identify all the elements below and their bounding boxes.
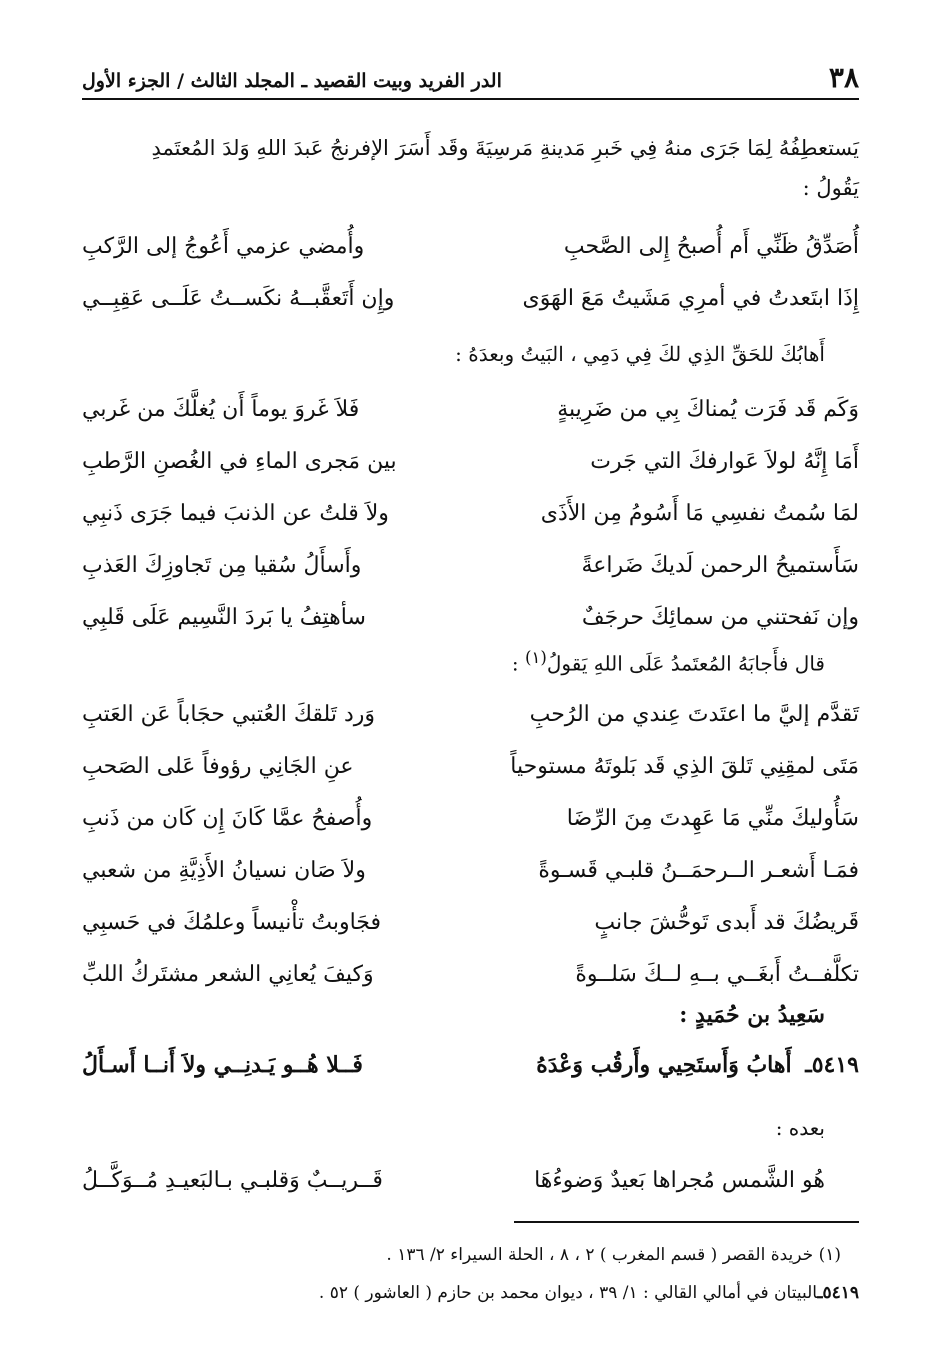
verse: [82, 220, 859, 272]
verse: [82, 383, 859, 435]
verse-second-hemistich: وَكيفَ يُعانِي الشعر مشتَركُ اللبِّ: [82, 961, 374, 987]
verse-first-hemistich: تكلَّفــتُ أَبغَــي بــهِ لــكَ سَلــوةً: [575, 961, 859, 987]
verse-second-hemistich: وأُمضي عزمي أَعُوجُ إلى الرَّكبِ: [82, 233, 365, 259]
verse-first-hemistich: هُو الشَّمس مُجراها بَعيدٌ وَضوءُهَا: [534, 1167, 825, 1193]
verse-first-hemistich: أُصَدِّقُ ظَنِّي أَم أُصبحُ إِلى الصَّحبِ: [563, 233, 859, 259]
poem-4: [82, 1154, 859, 1206]
verse-first-hemistich: وَكَم قَد فَرَت يُمناكَ بِي من ضَرِيبةٍ: [557, 396, 859, 422]
bridge-line: أَهابُكَ للحَقِّ الذِي لكَ فِي دَمِي ، البَيتُ وبعدَهُ :: [455, 342, 825, 366]
poem-1: [82, 220, 859, 324]
page-number: ٣٨: [828, 61, 859, 94]
poet-name: سَعِيدُ بن حُمَيدٍ :: [679, 1002, 825, 1028]
verse-second-hemistich: فجَاوبتُ تأْنيساً وعلمُكَ في حَسبِي: [82, 909, 382, 935]
footnote-marker: (١): [524, 648, 547, 667]
verse-second-hemistich: وَرد تَلقكَ العُتبي حجَاباً عَن العَتبِ: [82, 701, 376, 727]
entry-first-hemistich: [514, 1052, 859, 1078]
entry-verse: [82, 1052, 859, 1078]
footnote-1: (١) خريدة القصر ( قسم المغرب ) ٢ ، ٨ ، الحلة السيراء ٢/ ١٣٦ .: [386, 1245, 841, 1265]
verse: [82, 591, 859, 643]
verse-second-hemistich: ولاَ صَان نسيانُ الأَذِيَّةِ من شعبي: [82, 857, 366, 883]
verse: [82, 487, 859, 539]
verse-second-hemistich: وإِن أَتَعقَّبــهُ نكَســتُ عَلَــى عَقِبِــي: [82, 285, 395, 311]
intro-paragraph: [82, 128, 859, 208]
verse: [82, 896, 859, 948]
intro-line-1: يَستعطِفُهُ لِمَا جَرَى منهُ فِي خَبرِ مَدينةِ مَرسِيَةَ وقَد أَسَرَ الإفرنجُ عَبدَ اللهِ وَلدَ المُعتَمدِ: [151, 136, 859, 160]
verse: [82, 272, 859, 324]
verse-second-hemistich: وأَسأَلُ سُقيا مِن تَجاوزِكَ العَذبِ: [82, 552, 362, 578]
intro-line-2: يَقُولُ :: [802, 176, 859, 200]
verse: [82, 792, 859, 844]
verse-first-hemistich: أَمَا إِنَّهُ لولاَ عَوارفكَ التي جَرت: [590, 448, 859, 474]
verse-second-hemistich: سأهتِفُ يا بَردَ النَّسِيم عَلَى قَلبِي: [82, 604, 366, 630]
reply-intro: [512, 638, 825, 684]
verse-first-hemistich: لمَا سُمتُ نفسِي مَا أَسُومُ مِن الأَذَى: [540, 500, 859, 526]
verse-first-hemistich: سَأُوليكَ منِّي مَا عَهِدتَ مِنَ الرِّضَا: [566, 805, 859, 831]
verse: [82, 688, 859, 740]
entry-first-text: أَهابُ وَأَستَحِيي وأَرقُب وَعْدَهُ: [536, 1052, 792, 1078]
verse-first-hemistich: وإن نَفحتني من سمائِكَ حرجَفٌ: [581, 604, 859, 630]
footnote-2-number: ٥٤١٩ـ: [817, 1283, 859, 1303]
verse-first-hemistich: قَريضُكَ قد أَبدى تَوحُّشَ جانبٍ: [594, 909, 859, 935]
reply-intro-colon: :: [511, 651, 519, 676]
verse: [82, 740, 859, 792]
entry-number: ٥٤١٩ـ: [805, 1052, 859, 1078]
verse-first-hemistich: إِذَا ابتَعدتُ في أمرِي مَشَيتُ مَعَ الهَوَى: [522, 285, 859, 311]
verse: [82, 948, 859, 1000]
verse: [82, 539, 859, 591]
verse-first-hemistich: فمَـا أَشعـر الــرحمَــنُ قلبـي قَسـوةً: [538, 857, 859, 883]
verse-second-hemistich: ولاَ قلتُ عن الذنبَ فيما جَرَى ذَنبِي: [82, 500, 389, 526]
verse-first-hemistich: سَأَستميحُ الرحمن لَديكَ ضَراعةً: [581, 552, 859, 578]
verse: [82, 435, 859, 487]
after-label: بعده :: [775, 1116, 825, 1140]
poem-2: [82, 383, 859, 643]
verse-second-hemistich: عنِ الجَانِي رؤوفاً عَلى الصَحبِ: [82, 753, 354, 779]
entry-second-hemistich: فَــلا هُــو يَـدنِــي ولاَ أَنــا أَسـأَلُ: [82, 1052, 363, 1078]
verse-second-hemistich: بين مَجرى الماءِ في الغُصنِ الرَّطبِ: [82, 448, 397, 474]
footnote-2-text: البيتان في أمالي القالي : ١/ ٣٩ ، ديوان محمد بن حازم ( العاشور ) ٥٢ .: [318, 1283, 818, 1303]
verse-first-hemistich: مَتَى لمقِنِي تَلقَ الذِي قَد بَلوتَهُ مستوحياً: [510, 753, 859, 779]
book-title: الدر الفريد وبيت القصيد ـ المجلد الثالث / الجزء الأول: [82, 70, 502, 92]
verse-first-hemistich: تَقدَّم إليَّ ما اعتَدتَ عِندي من الرُحبِ: [529, 701, 859, 727]
verse-second-hemistich: قَــريــبٌ وَقلبـي بـالبَعيـدِ مُــوَكَّــلُ: [82, 1167, 383, 1193]
verse: [82, 844, 859, 896]
verse: [82, 1154, 859, 1206]
running-head: [82, 56, 859, 100]
poem-3: [82, 688, 859, 1000]
verse-second-hemistich: فَلاَ غَروَ يوماً أَن يُغلَّكَ من غَربي: [82, 396, 360, 422]
reply-intro-text: قال فأَجابَهُ المُعتَمدُ عَلَى اللهِ يَقولُ: [546, 651, 825, 676]
footnote-2: [319, 1276, 859, 1310]
verse-second-hemistich: وأُصفحُ عمَّا كَانَ إِن كَان من ذَنبِ: [82, 805, 373, 831]
footnote-rule: [514, 1221, 859, 1223]
